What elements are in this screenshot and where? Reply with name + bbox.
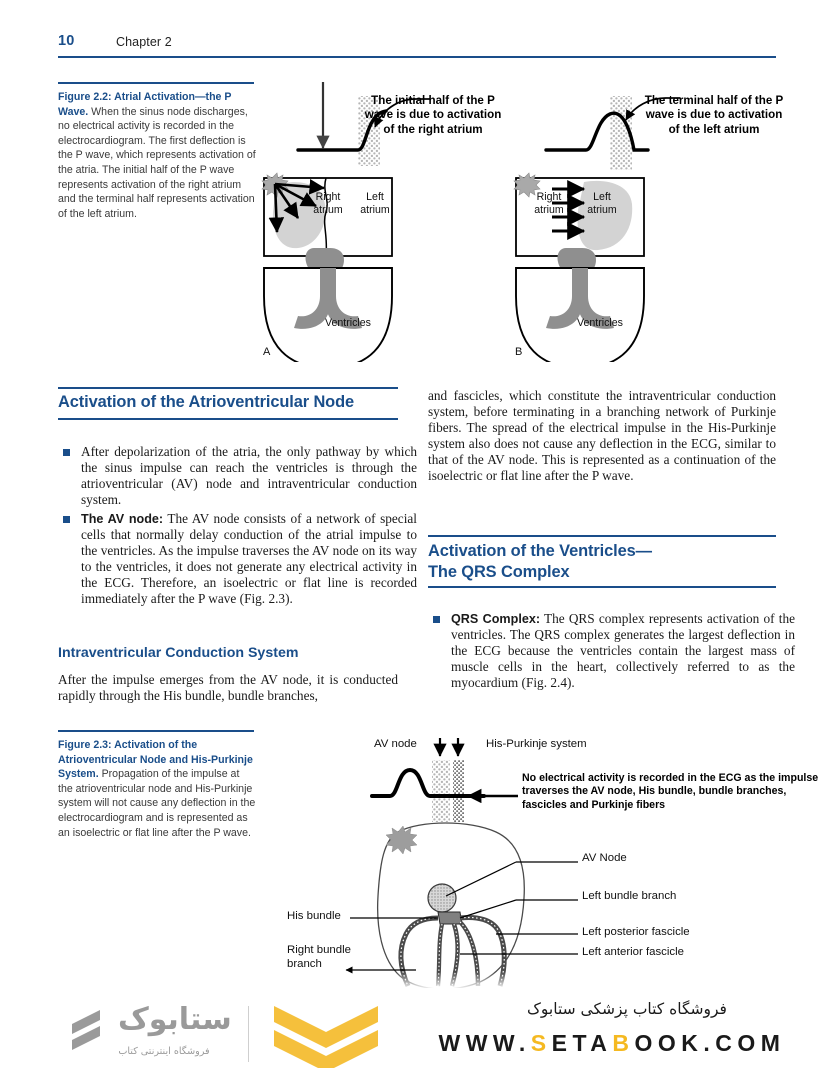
running-head — [58, 33, 776, 59]
figure-2-3-caption-rule — [58, 730, 254, 732]
bullet-square-icon — [63, 449, 70, 456]
header-rule — [58, 56, 776, 58]
footer-url-part2: ETA — [551, 1030, 613, 1056]
left-column-subheading: Intraventricular Conduction System — [58, 645, 299, 661]
left-bullet-2-label: The AV node: — [81, 512, 164, 526]
figure-2-3-heart-graphic — [320, 818, 600, 988]
figure-2-2-panel-a-label: A — [263, 346, 271, 358]
left-heading-rule-bottom — [58, 418, 398, 420]
figure-2-3-right-bundle-branch-label: Right bundle branch — [287, 944, 351, 970]
figure-2-2 — [58, 82, 784, 372]
figure-2-3-left-bundle-branch-label: Left bundle branch — [582, 890, 677, 902]
right-bullet-qrs-text: The QRS complex represents activation of the ventricles. The QRS complex generates the largest deflection in the ECG because the ventricles contain the largest mass of muscle cells in the heart, collectively referred to as the myocardium (Fig. 2.4). — [451, 611, 795, 691]
footer-url-part1: WWW. — [438, 1030, 531, 1056]
left-bullet-2 — [62, 511, 417, 608]
figure-2-2-panel-b-callout: The terminal half of the P wave is due to activation of the left atrium — [644, 94, 784, 136]
footer-url-b: B — [612, 1030, 635, 1056]
footer-fade — [0, 972, 832, 990]
left-bullet-1 — [62, 444, 417, 508]
right-heading-rule-top — [428, 535, 776, 537]
right-bullet-qrs — [432, 611, 795, 691]
footer-url-part3: OOK.COM — [634, 1030, 786, 1056]
figure-2-3-his-purkinje-top-label: His-Purkinje system — [486, 738, 587, 750]
right-heading-rule-bottom — [428, 586, 776, 588]
left-heading-rule-top — [58, 387, 398, 389]
figure-2-2-panel-a-ventricles-label: Ventricles — [325, 317, 371, 329]
figure-2-3-caption-body: Propagation of the impulse at the atrioventricular node and His-Purkinje system will not cause any deflection in the electrocardiogram and is represented as an isoelectric or flat line after the P wave. — [58, 768, 256, 839]
left-column-heading: Activation of the Atrioventricular Node — [58, 393, 355, 411]
footer-divider — [248, 1006, 249, 1062]
figure-2-2-caption-lead: Figure 2.2: Atrial Activation—the P Wave. — [58, 91, 232, 118]
figure-2-3-caption-lead: Figure 2.3: Activation of the Atrioventricular Node and His-Purkinje System. — [58, 739, 253, 781]
figure-2-3-av-node-top-label: AV node — [374, 738, 417, 750]
figure-2-2-panel-b-left-atrium-label: Left atrium — [587, 191, 617, 216]
figure-2-2-panel-b-label: B — [515, 346, 523, 358]
page-number: 10 — [58, 33, 75, 49]
left-column-paragraph: After the impulse emerges from the AV node, it is conducted rapidly through the His bundle, bundle branches, — [58, 672, 398, 704]
setabook-logo-tagline: فروشگاه اینترنتی کتاب — [118, 1046, 210, 1057]
figure-2-2-caption-rule — [58, 82, 254, 84]
figure-2-2-panel-a-left-atrium-label: Left atrium — [360, 191, 390, 216]
right-column-heading-line-2: The QRS Complex — [428, 562, 570, 581]
right-column-heading — [428, 541, 776, 582]
setabook-logo-word: ستابوک — [118, 1002, 232, 1037]
chapter-label: Chapter 2 — [116, 35, 172, 49]
figure-2-2-panel-b-ventricles-label: Ventricles — [577, 317, 623, 329]
figure-2-2-panel-b-right-atrium-label: Right atrium — [534, 191, 564, 216]
figure-2-3 — [58, 730, 819, 990]
figure-2-3-caption — [58, 738, 256, 840]
bullet-square-icon — [433, 616, 440, 623]
footer-watermark — [0, 988, 832, 1080]
setabook-emblem-icon — [268, 1002, 388, 1068]
figure-2-3-callout: No electrical activity is recorded in the ECG as the impulse traverses the AV node, His bundle, bundle branches, fascicles and Purkinje fibers — [522, 772, 819, 811]
left-bullet-1-text: After depolarization of the atria, the only pathway by which the sinus impulse can reach the ventricles is through the atrioventricular (AV) node and intraventricular conduction system. — [81, 444, 417, 508]
figure-2-2-panel-a-callout: The initial half of the P wave is due to activation of the right atrium — [364, 94, 502, 136]
figure-2-2-caption — [58, 90, 256, 221]
figure-2-3-his-bundle-label: His bundle — [287, 910, 341, 922]
figure-2-3-av-node-label: AV Node — [582, 852, 627, 864]
left-bullet-2-text: The AV node consists of a network of special cells that normally delay conduction of the atrial impulse to the ventricles. As the impulse traverses the AV node on its way to the ventricles, it does not generate any electrical activity in the ECG. Therefore, an isoelectric or flat line is recorded immediately after the P wave (Fig. 2.3). — [81, 511, 417, 607]
figure-2-2-caption-body: When the sinus node discharges, no electrical activity is recorded in the electrocardiogram. The first deflection is the P wave, which represents activation of the atria. The initial half of the P wave represents activation of the right atrium and the terminal half represents activation of the left atrium. — [58, 105, 256, 220]
footer-url — [438, 1030, 786, 1057]
figure-2-3-left-posterior-fascicle-label: Left posterior fascicle — [582, 926, 690, 938]
right-bullet-qrs-label: QRS Complex: — [451, 612, 541, 626]
footer-url-s: S — [530, 1030, 552, 1056]
figure-2-2-panel-a-right-atrium-label: Right atrium — [313, 191, 343, 216]
bullet-square-icon — [63, 516, 70, 523]
figure-2-3-left-anterior-fascicle-label: Left anterior fascicle — [582, 946, 684, 958]
right-column-heading-line-1: Activation of the Ventricles— — [428, 542, 652, 560]
right-column-paragraph-continued: and fascicles, which constitute the intraventricular conduction system, before terminating in a branching network of Purkinje fibers. The spread of the electrical impulse in the His-Purkinje system also does not cause any deflection in the ECG, similar to that of the AV node. This is represented as a continuation of the isoelectric or flat line after the P wave. — [428, 388, 776, 484]
footer-brand-persian: فروشگاه کتاب پزشکی ستابوک — [527, 1000, 727, 1018]
